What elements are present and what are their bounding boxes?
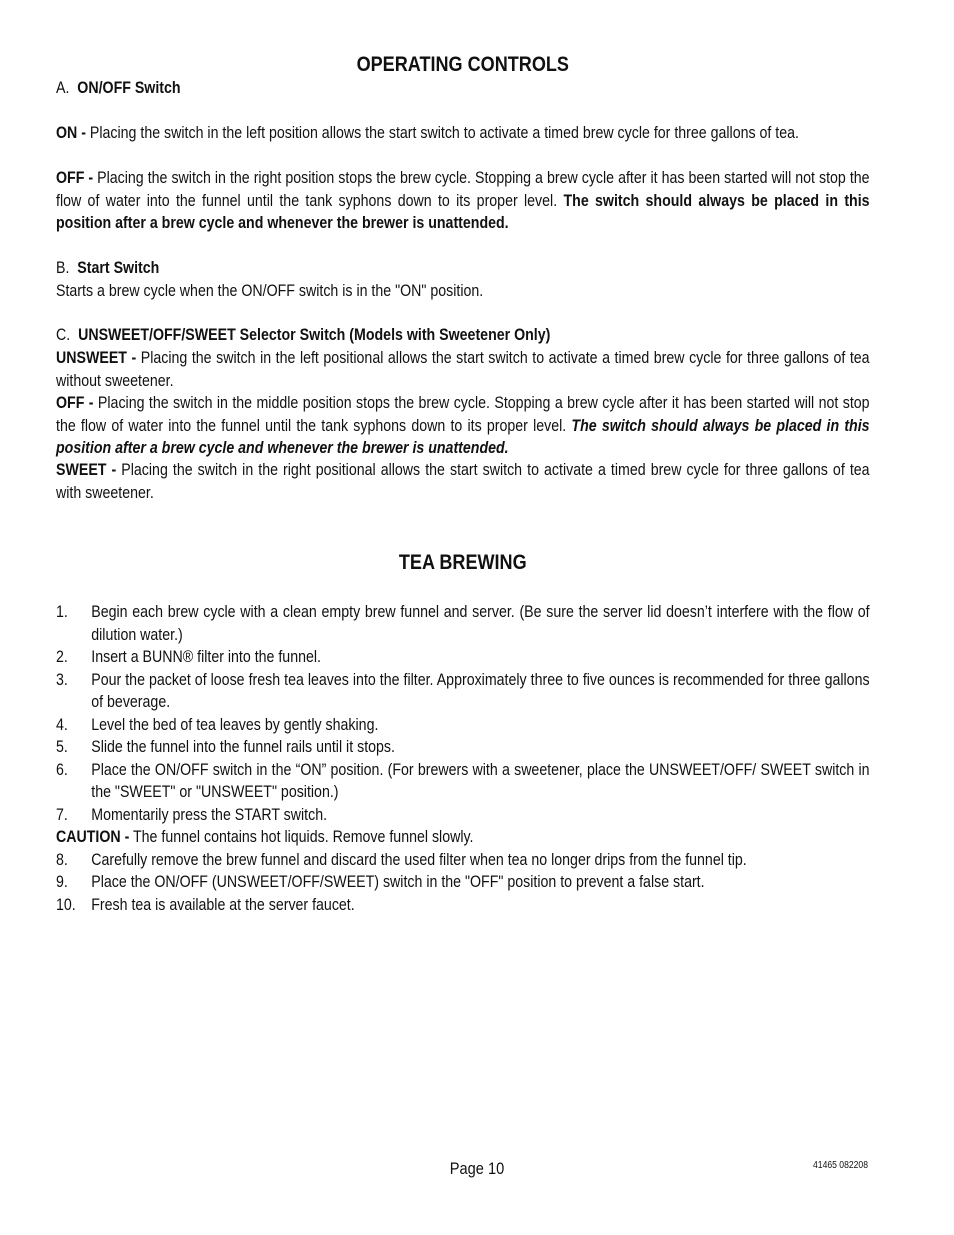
off-label: OFF - (56, 169, 94, 187)
caution-note (56, 826, 870, 849)
list-item (56, 669, 870, 714)
section-title-tea-brewing: TEA BREWING (398, 551, 527, 574)
list-item (56, 736, 870, 759)
start-switch-text: Starts a brew cycle when the ON/OFF switch is in the "ON" position. (56, 282, 484, 300)
list-item (56, 804, 870, 827)
off-paragraph (56, 167, 870, 235)
step-text: Begin each brew cycle with a clean empty brew funnel and server. (Be sure the server lid doesn’t interfere with the flow of dilution water.) (91, 603, 870, 644)
off-text: Placing the switch in the right position stops the brew cycle. Stopping a brew cycle after it has been started will not stop the flow of water into the funnel until the tank syphons down to its proper level. (56, 169, 870, 210)
unsweet-paragraph (56, 347, 870, 392)
step-text: Momentarily press the START switch. (91, 805, 328, 824)
list-item (56, 759, 870, 804)
step-text: Insert a BUNN® filter into the funnel. (91, 648, 321, 666)
subsection-c-title: UNSWEET/OFF/SWEET Selector Switch (Models with Sweetener Only) (78, 326, 551, 344)
off2-label: OFF - (56, 394, 94, 412)
subsection-b-letter: B. (56, 259, 70, 277)
step-number: 9. (56, 873, 68, 891)
section-title-operating-controls: OPERATING CONTROLS (356, 53, 569, 76)
subsection-c-letter: C. (56, 326, 71, 344)
step-number: 1. (56, 603, 68, 621)
page-number: Page 10 (449, 1159, 505, 1178)
subsection-b-title: Start Switch (77, 259, 160, 277)
step-text: Fresh tea is available at the server faucet. (91, 895, 355, 914)
step-number: 6. (56, 760, 68, 779)
list-item (56, 849, 870, 872)
subsection-a-title: ON/OFF Switch (77, 79, 181, 97)
step-number: 7. (56, 805, 68, 824)
subsection-a-letter: A. (56, 79, 70, 97)
step-text: Carefully remove the brew funnel and discard the used filter when tea no longer drips from the funnel tip. (91, 850, 747, 869)
step-number: 3. (56, 670, 68, 689)
list-item (56, 646, 870, 669)
caution-text: The funnel contains hot liquids. Remove funnel slowly. (129, 828, 474, 846)
on-paragraph (56, 122, 870, 145)
off2-warning: The switch should always be placed in this position after a brew cycle and whenever the brewer is unattended. (56, 416, 870, 457)
list-item (56, 714, 870, 737)
step-number: 4. (56, 715, 68, 734)
subsection-c-heading (56, 324, 870, 347)
step-text: Slide the funnel into the funnel rails until it stops. (91, 738, 395, 756)
list-item (56, 601, 870, 646)
step-number: 8. (56, 850, 68, 869)
off2-paragraph (56, 392, 870, 460)
step-number: 5. (56, 738, 68, 756)
step-text: Level the bed of tea leaves by gently shaking. (91, 715, 379, 734)
sweet-text: Placing the switch in the right positional allows the start switch to activate a timed brew cycle for three gallons of tea with sweetener. (56, 461, 870, 502)
list-item (56, 894, 870, 917)
subsection-a-heading (56, 77, 870, 100)
document-code: 41465 082208 (813, 1160, 869, 1171)
step-text: Place the ON/OFF (UNSWEET/OFF/SWEET) switch in the "OFF" position to prevent a false start. (91, 873, 705, 891)
unsweet-label: UNSWEET - (56, 349, 137, 367)
step-text: Place the ON/OFF switch in the “ON” position. (For brewers with a sweetener, place the UNSWEET/OFF/ SWEET switch in the "SWEET" or "UNSWEET" position.) (91, 760, 870, 801)
sweet-paragraph (56, 459, 870, 504)
caution-label: CAUTION - (56, 828, 130, 846)
subsection-b-heading (56, 257, 870, 280)
step-number: 10. (56, 895, 76, 914)
off-warning: The switch should always be placed in this position after a brew cycle and whenever the brewer is unattended. (56, 191, 870, 232)
step-number: 2. (56, 648, 68, 666)
list-item (56, 871, 870, 894)
brewing-steps-list (56, 601, 870, 916)
on-text: Placing the switch in the left position allows the start switch to activate a timed brew cycle for three gallons of tea. (85, 124, 799, 142)
on-label: ON - (56, 124, 86, 142)
off2-text: Placing the switch in the middle position stops the brew cycle. Stopping a brew cycle after it has been started will not stop the flow of water into the funnel until the tank syphons down to its proper level. (56, 394, 870, 435)
sweet-label: SWEET - (56, 461, 117, 479)
step-text: Pour the packet of loose fresh tea leaves into the filter. Approximately three to five ounces is recommended for three gallons of beverage. (91, 670, 870, 711)
unsweet-text: Placing the switch in the left positional allows the start switch to activate a timed brew cycle for three gallons of tea without sweetener. (56, 349, 870, 390)
